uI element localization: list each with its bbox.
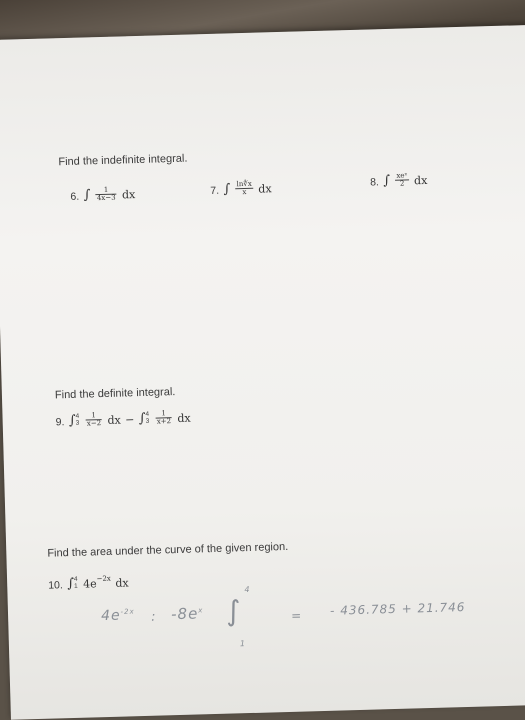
- problem-9-upper-limit: 4: [75, 412, 80, 421]
- problem-9-limits: [75, 414, 79, 427]
- problem-9-limits-2: [145, 412, 149, 425]
- problem-6-denominator: 4x−3: [96, 193, 116, 203]
- problem-8-number: 8.: [369, 176, 380, 189]
- handwritten-colon: :: [150, 609, 157, 625]
- problem-9-denominator-2: x+2: [156, 417, 172, 426]
- problem-10-number: 10.: [48, 579, 64, 592]
- problem-10-dx: dx: [115, 576, 129, 590]
- integral-sign-icon: ∫: [83, 187, 91, 203]
- problem-9-minus: −: [124, 413, 135, 427]
- problem-7-denominator: x: [242, 188, 247, 197]
- problem-8: [370, 171, 428, 191]
- problem-7-dx: dx: [258, 182, 272, 196]
- problem-10-integrand: 4e: [82, 577, 97, 591]
- problem-10: [48, 573, 129, 593]
- handwritten-8e: -8e: [170, 604, 199, 624]
- problem-9-denominator-1: x−2: [86, 419, 102, 428]
- problem-10-lower-limit: 1: [74, 582, 78, 590]
- problem-9-number: 9.: [55, 416, 65, 429]
- integral-sign-icon: ∫: [67, 576, 75, 592]
- problem-6-fraction: [96, 187, 117, 203]
- problem-9-lower-limit-2: 3: [145, 417, 150, 425]
- problem-7: [210, 179, 272, 199]
- problem-6-dx: dx: [121, 188, 136, 202]
- problem-9-numerator-1: 1: [86, 412, 102, 420]
- handwritten-4e: 4e: [100, 607, 121, 625]
- problem-10-upper-limit: 4: [73, 576, 78, 584]
- problem-7-number: 7.: [210, 184, 220, 197]
- integral-sign-icon: ∫: [68, 413, 76, 429]
- worksheet-paper: [0, 25, 525, 720]
- handwritten-exponent-1: -2x: [120, 607, 135, 616]
- integral-sign-icon: ∫: [383, 173, 391, 189]
- indefinite-heading: Find the indefinite integral.: [58, 152, 188, 169]
- problem-7-numerator: ln∜x: [236, 180, 252, 189]
- problem-6-numerator: 1: [96, 187, 117, 196]
- problem-8-fraction: [395, 173, 408, 188]
- problem-9-fraction-1: [86, 412, 103, 427]
- handwritten-equals: =: [291, 608, 303, 623]
- handwritten-upper-limit: 4: [244, 584, 251, 595]
- problem-9-upper-limit-2: 4: [145, 411, 150, 419]
- area-heading: Find the area under the curve of the given region.: [47, 540, 289, 560]
- integral-sign-icon: ∫: [138, 411, 146, 427]
- problem-9-numerator-2: 1: [155, 410, 171, 418]
- problem-9-dx-2: dx: [177, 411, 191, 425]
- handwritten-result: - 436.785 + 21.746: [329, 600, 466, 618]
- problem-10-limits: [74, 577, 78, 590]
- problem-6-number: 6.: [70, 190, 80, 203]
- problem-9: [55, 409, 190, 431]
- definite-heading: Find the definite integral.: [54, 386, 176, 402]
- handwritten-term-1: [101, 607, 135, 624]
- problem-8-denominator: 2: [399, 179, 405, 188]
- problem-8-numerator: xeˣ: [396, 171, 408, 181]
- handwritten-term-2: [171, 604, 204, 623]
- integral-sign-icon: ∫: [223, 181, 231, 197]
- problem-9-dx-1: dx: [107, 413, 121, 427]
- problem-6: [70, 185, 135, 205]
- handwritten-integral-icon: ∫: [225, 594, 243, 628]
- problem-10-exponent: −2x: [96, 574, 111, 583]
- handwritten-lower-limit: 1: [239, 639, 247, 649]
- problem-7-fraction: [235, 181, 253, 196]
- problem-9-fraction-2: [155, 410, 172, 425]
- problem-8-dx: dx: [413, 173, 428, 188]
- handwritten-exponent-2: x: [198, 606, 204, 615]
- problem-9-lower-limit: 3: [75, 419, 80, 427]
